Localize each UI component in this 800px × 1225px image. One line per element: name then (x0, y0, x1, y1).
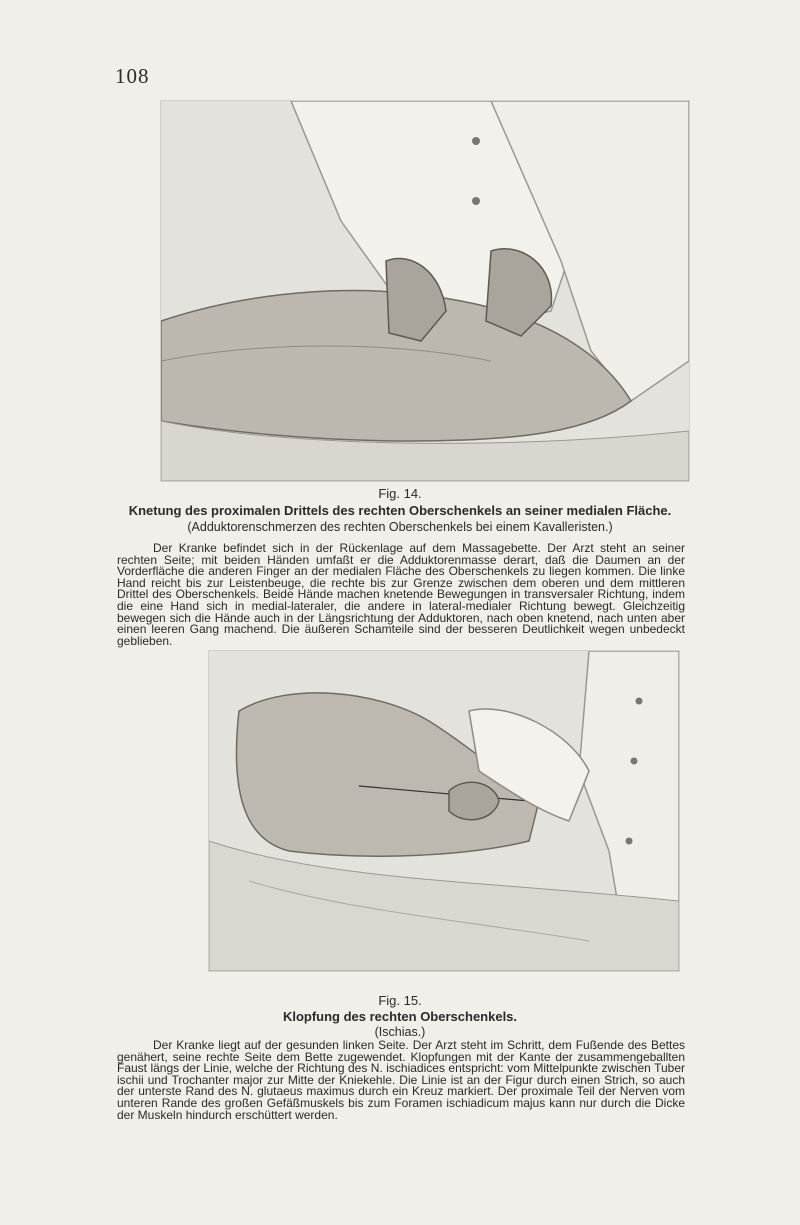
figure-15-drawing (209, 651, 679, 971)
figure-15-description: Der Kranke liegt auf der gesunden linken Seite. Der Arzt steht im Schritt, dem Fußende des Bettes genähert, seine rechte Seite dem Bette zugewendet. Klopfungen mit der Kante der zusammengeballten Faust längs der Linie, welche der Richtung des N. ischiadices entspricht: vom Mittelpunkte zwischen Tuber ischii und Trochanter major zur Mitte der Kniekehle. Die Linie ist an der Figur durch einen Strich, so auch der unterste Rand des N. glutaeus maximus durch ein Kreuz markiert. Der proximale Teil der Nerven vom unteren Rande des großen Gefäßmuskels bis zum Foramen ischiadicum majus kann nur durch die Dicke der Muskeln hindurch erschüttert werden. (117, 1038, 685, 1122)
figure-14-illustration (160, 100, 690, 482)
figure-15-title: Klopfung des rechten Oberschenkels. (282, 1009, 518, 1024)
figure-15-illustration (208, 650, 680, 972)
figure-14-label: Fig. 14. (378, 486, 422, 501)
figure-15-label: Fig. 15. (378, 993, 422, 1008)
figure-14-title: Knetung des proximalen Drittels des rechten Oberschenkels an seiner medialen Fläche. (128, 503, 672, 518)
figure-14-description: Der Kranke befindet sich in der Rückenlage auf dem Massagebette. Der Arzt steht an seiner rechten Seite; mit beiden Händen umfaßt er die Adduktorenmasse derart, daß die Daumen an der Vorderfläche die anderen Finger an der medialen Fläche des Oberschenkels zu liegen kommen. Die linke Hand reicht bis zur Leistenbeuge, die rechte bis zur Grenze zwischen dem oberen und dem mittleren Drittel des Oberschenkels. Beide Hände machen knetende Bewegungen in transversaler Richtung, indem die eine Hand sich in medial-lateraler, die andere in lateral-medialer Richtung bewegt. Gleichzeitig bewegen sich die Hände auch in der Längsrichtung der Adduktoren, nach oben knetend, nach unten aber einen leeren Gang machend. Die äußeren Schamteile sind der besseren Deutlichkeit wegen unbedeckt geblieben. (117, 541, 685, 648)
figure-14-drawing (161, 101, 689, 481)
figure-15-subtitle: (Ischias.) (374, 1025, 426, 1039)
figure-14-subtitle: (Adduktorenschmerzen des rechten Oberschenkels bei einem Kavalleristen.) (187, 520, 613, 534)
page-number: 108 (115, 64, 150, 88)
